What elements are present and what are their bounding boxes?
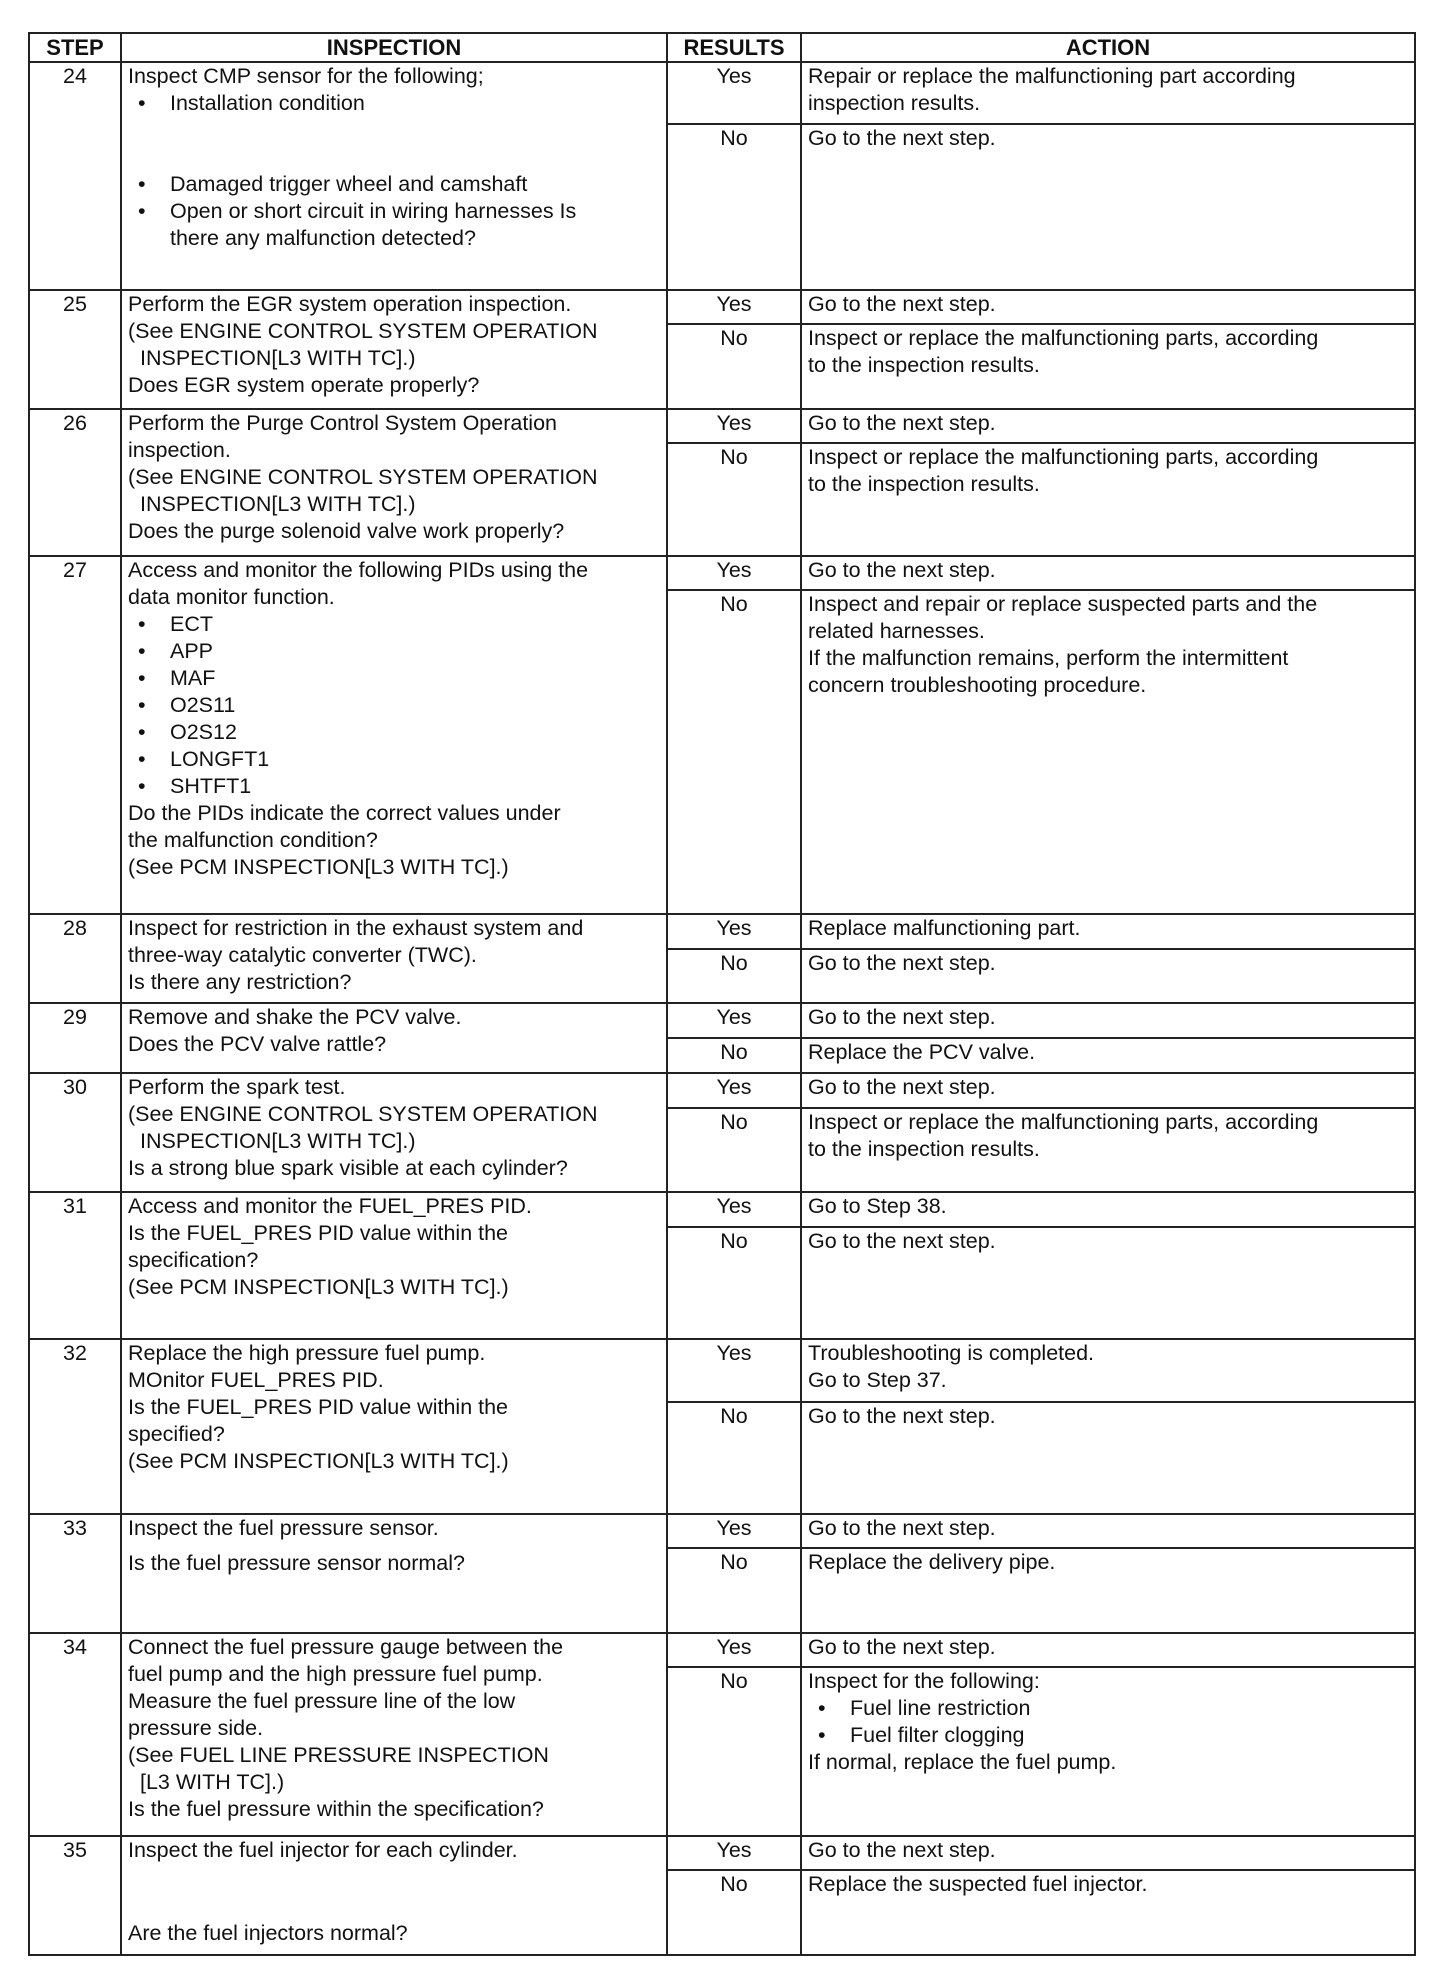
action-no: Go to the next step. [801, 124, 1415, 289]
result-yes: Yes [667, 1633, 801, 1667]
header-row [29, 33, 1415, 62]
table-row [29, 1339, 1415, 1401]
step-number: 34 [29, 1633, 121, 1837]
header-step: STEP [29, 33, 121, 62]
result-no: No [667, 1227, 801, 1340]
header-results: RESULTS [667, 33, 801, 62]
bullet-item: • Damaged trigger wheel and camshaft [138, 171, 660, 198]
inspection-cell: Replace the high pressure fuel pump. MOnitor FUEL_PRES PID. Is the FUEL_PRES PID value within the specified? (See PCM INSPECTION[L3 WITH TC].) [121, 1339, 667, 1513]
result-yes: Yes [667, 1073, 801, 1107]
result-no: No [667, 1402, 801, 1514]
table-row [29, 1073, 1415, 1107]
action-yes: Go to the next step. [801, 1073, 1415, 1107]
result-yes: Yes [667, 1836, 801, 1870]
action-yes: Go to the next step. [801, 290, 1415, 324]
troubleshooting-table [28, 32, 1416, 1956]
table-row [29, 914, 1415, 948]
action-yes: Troubleshooting is completed. Go to Step 37. [801, 1339, 1415, 1401]
action-yes: Go to the next step. [801, 409, 1415, 443]
step-number: 26 [29, 409, 121, 556]
step-number: 28 [29, 914, 121, 1003]
inspection-bullets [128, 90, 660, 117]
table-row [29, 62, 1415, 124]
action-no: Inspect or replace the malfunctioning parts, according to the inspection results. [801, 324, 1415, 409]
step-number: 29 [29, 1003, 121, 1074]
inspection-cell: Access and monitor the following PIDs using the data monitor function. • ECT • APP • MAF • O2S11 • O2S12 • LONGFT1 • SHTFT1 Do the PIDs indicate the correct values under the malfunction condition? (See PCM INSPECTION[L3 WITH TC].) [121, 556, 667, 915]
result-yes: Yes [667, 1003, 801, 1038]
step-number: 33 [29, 1514, 121, 1633]
inspection-cell: Inspect for restriction in the exhaust system and three-way catalytic converter (TWC). Is there any restriction? [121, 914, 667, 1003]
action-no: Inspect or replace the malfunctioning parts, according to the inspection results. [801, 443, 1415, 556]
action-yes: Go to the next step. [801, 1836, 1415, 1870]
result-yes: Yes [667, 1192, 801, 1226]
step-number: 25 [29, 290, 121, 409]
result-yes: Yes [667, 62, 801, 124]
result-yes: Yes [667, 556, 801, 590]
result-no: No [667, 1108, 801, 1193]
result-no: No [667, 443, 801, 556]
action-no: Inspect and repair or replace suspected parts and the related harnesses. If the malfunction remains, perform the intermittent concern troubleshooting procedure. [801, 590, 1415, 914]
table-row [29, 1003, 1415, 1038]
result-yes: Yes [667, 290, 801, 324]
step-number: 30 [29, 1073, 121, 1192]
step-number: 24 [29, 62, 121, 290]
result-no: No [667, 1667, 801, 1836]
table-row [29, 409, 1415, 443]
pid-item: • LONGFT1 [138, 746, 660, 773]
result-no: No [667, 949, 801, 1003]
step-number: 27 [29, 556, 121, 915]
table-row [29, 1192, 1415, 1226]
pid-item: • APP [138, 638, 660, 665]
table-row [29, 1836, 1415, 1870]
action-yes: Go to the next step. [801, 556, 1415, 590]
bullet-item: • Fuel filter clogging [818, 1722, 1408, 1749]
result-no: No [667, 124, 801, 289]
action-yes: Replace malfunctioning part. [801, 914, 1415, 948]
pid-list [128, 611, 660, 800]
action-no: Inspect or replace the malfunctioning parts, according to the inspection results. [801, 1108, 1415, 1193]
pid-item: • MAF [138, 665, 660, 692]
header-action: ACTION [801, 33, 1415, 62]
inspection-cell: Perform the Purge Control System Operation inspection. (See ENGINE CONTROL SYSTEM OPERATION INSPECTION[L3 WITH TC].) Does the purge solenoid valve work properly? [121, 409, 667, 556]
action-no: Replace the PCV valve. [801, 1038, 1415, 1073]
inspection-cell: Remove and shake the PCV valve. Does the PCV valve rattle? [121, 1003, 667, 1074]
action-no: Replace the delivery pipe. [801, 1548, 1415, 1633]
step-number: 31 [29, 1192, 121, 1339]
action-bullets [808, 1695, 1408, 1749]
inspection-cell: Inspect the fuel injector for each cylinder. Are the fuel injectors normal? [121, 1836, 667, 1955]
action-no: Go to the next step. [801, 1227, 1415, 1340]
action-yes: Go to Step 38. [801, 1192, 1415, 1226]
inspection-cell: Access and monitor the FUEL_PRES PID. Is the FUEL_PRES PID value within the specification? (See PCM INSPECTION[L3 WITH TC].) [121, 1192, 667, 1339]
inspection-cell: Perform the spark test. (See ENGINE CONTROL SYSTEM OPERATION INSPECTION[L3 WITH TC].) Is a strong blue spark visible at each cylinder? [121, 1073, 667, 1192]
action-yes: Go to the next step. [801, 1633, 1415, 1667]
result-no: No [667, 324, 801, 409]
result-yes: Yes [667, 1514, 801, 1548]
result-no: No [667, 1870, 801, 1955]
table-row [29, 556, 1415, 590]
result-no: No [667, 590, 801, 914]
pid-item: • SHTFT1 [138, 773, 660, 800]
action-yes: Repair or replace the malfunctioning part according inspection results. [801, 62, 1415, 124]
table-row [29, 290, 1415, 324]
bullet-item: • Installation condition [138, 90, 660, 117]
action-no: Go to the next step. [801, 1402, 1415, 1514]
result-yes: Yes [667, 1339, 801, 1401]
header-inspection: INSPECTION [121, 33, 667, 62]
action-no: Go to the next step. [801, 949, 1415, 1003]
inspection-cell [121, 62, 667, 290]
step-number: 35 [29, 1836, 121, 1955]
inspection-bullets [128, 171, 660, 252]
bullet-item: • Fuel line restriction [818, 1695, 1408, 1722]
result-yes: Yes [667, 914, 801, 948]
inspection-cell: Inspect the fuel pressure sensor. Is the fuel pressure sensor normal? [121, 1514, 667, 1633]
inspection-line: Inspect CMP sensor for the following; [128, 64, 484, 88]
pid-item: • O2S11 [138, 692, 660, 719]
table-row [29, 1633, 1415, 1667]
action-no: Replace the suspected fuel injector. [801, 1870, 1415, 1955]
result-no: No [667, 1548, 801, 1633]
inspection-cell: Connect the fuel pressure gauge between the fuel pump and the high pressure fuel pump. Measure the fuel pressure line of the low pressure side. (See FUEL LINE PRESSURE INSPECTION [L3 WITH TC].) Is the fuel pressure within the specification? [121, 1633, 667, 1837]
pid-item: • ECT [138, 611, 660, 638]
bullet-item: • Open or short circuit in wiring harnesses Is there any malfunction detected? [138, 198, 660, 252]
result-no: No [667, 1038, 801, 1073]
inspection-cell: Perform the EGR system operation inspection. (See ENGINE CONTROL SYSTEM OPERATION INSPECTION[L3 WITH TC].) Does EGR system operate properly? [121, 290, 667, 409]
action-no: Inspect for the following: • Fuel line restriction • Fuel filter clogging If normal, replace the fuel pump. [801, 1667, 1415, 1836]
pid-item: • O2S12 [138, 719, 660, 746]
step-number: 32 [29, 1339, 121, 1513]
result-yes: Yes [667, 409, 801, 443]
table-row [29, 1514, 1415, 1548]
action-yes: Go to the next step. [801, 1514, 1415, 1548]
action-yes: Go to the next step. [801, 1003, 1415, 1038]
